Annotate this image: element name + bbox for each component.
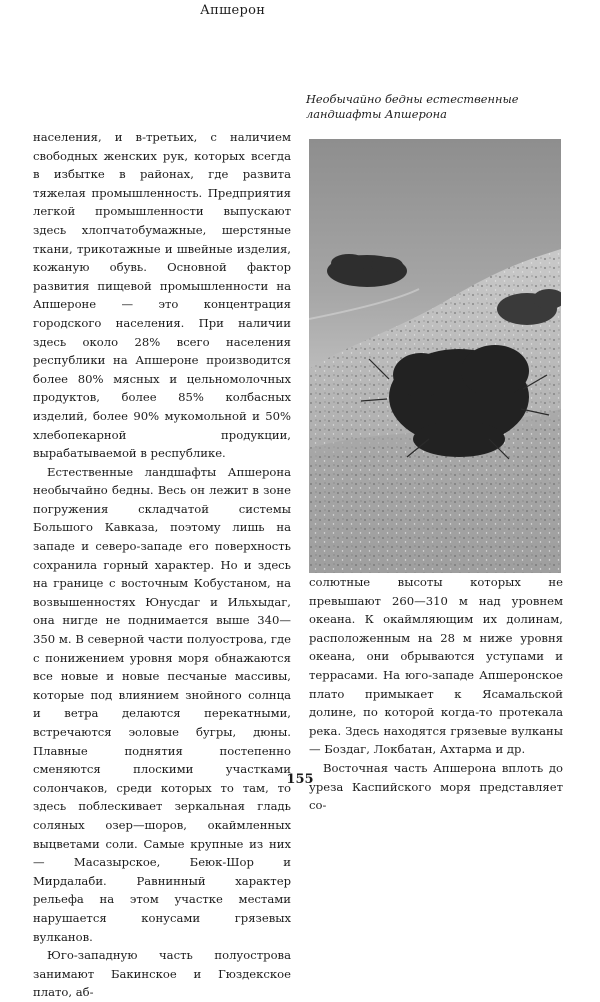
paragraph-east: Восточная часть Апшерона вплоть до уреза Каспийского моря представляет со- bbox=[309, 760, 563, 813]
running-head: Апшерон bbox=[200, 3, 266, 18]
paragraph-plateaus: Юго-западную часть полуострова занимают Бакинское и Гюздекское плато, аб- bbox=[33, 948, 291, 1000]
paragraph-industry: населения, и в-третьих, с наличием свободных женских рук, которых всегда в избытке в районах, где развита тяжелая промышленность. Предприятия легкой промышленности выпускают здесь хлопчатобумажные, шерстяные ткани, трикотажные и швейные изделия, кожаную обувь. Основной фактор развития пищевой промышленности на Апшероне — это концентрация городского населения. При наличии здесь около 28% всего населения республики на Апшероне производится более 80% мясных и цельномолочных продуктов, более 85% колбасных изделий, более 90% мукомольной и 50% хлебопекарной продукции, вырабатываемой в республике. bbox=[33, 130, 291, 461]
page-number: 155 bbox=[286, 772, 314, 787]
paragraph-plateau-continued: солютные высоты которых не превышают 260—310 м над уровнем океана. К окаймляющим их долинам, расположенным на 28 м ниже уровня океана, они обрываются уступами и террасами. На юго-западе Апшеронское плато примыкает к Ясамальской долине, по которой когда-то протекала река. Здесь находятся грязевые вулканы — Боздаг, Локбатан, Ахтарма и др. bbox=[309, 575, 563, 757]
photo-caption: Необычайно бедны естественные ландшафты Апшерона bbox=[306, 92, 519, 121]
shrub-back bbox=[327, 254, 407, 287]
paragraph-landscapes: Естественные ландшафты Апшерона необычайно бедны. Весь он лежит в зоне погружения складчатой системы Большого Кавказа, поэтому лишь на западе и северо-западе его поверхность сохранила горный характер. Но и здесь на границе с восточным Кобустаном, на возвышенностях Юнусдаг и Ильхыдаг, она нигде не поднимается выше 340—350 м. В северной части полуострова, где с понижением уровня моря обнажаются все новые и новые песчаные массивы, которые под влиянием знойного солнца и ветра делаются перекатными, встречаются эоловые бугры, дюны. Плавные поднятия постепенно сменяются плоскими участками солончаков, среди которых то там, то здесь поблескивает зеркальная гладь соляных озер—шоров, окаймленных выцветами соли. Самые крупные из них — Масазырское, Беюк-Шор и Мирдалаби. Равнинный характер рельефа на этом участке местами нарушается конусами грязевых вулканов. bbox=[33, 464, 291, 944]
landscape-photo bbox=[309, 139, 561, 573]
left-text-column bbox=[33, 128, 291, 1002]
